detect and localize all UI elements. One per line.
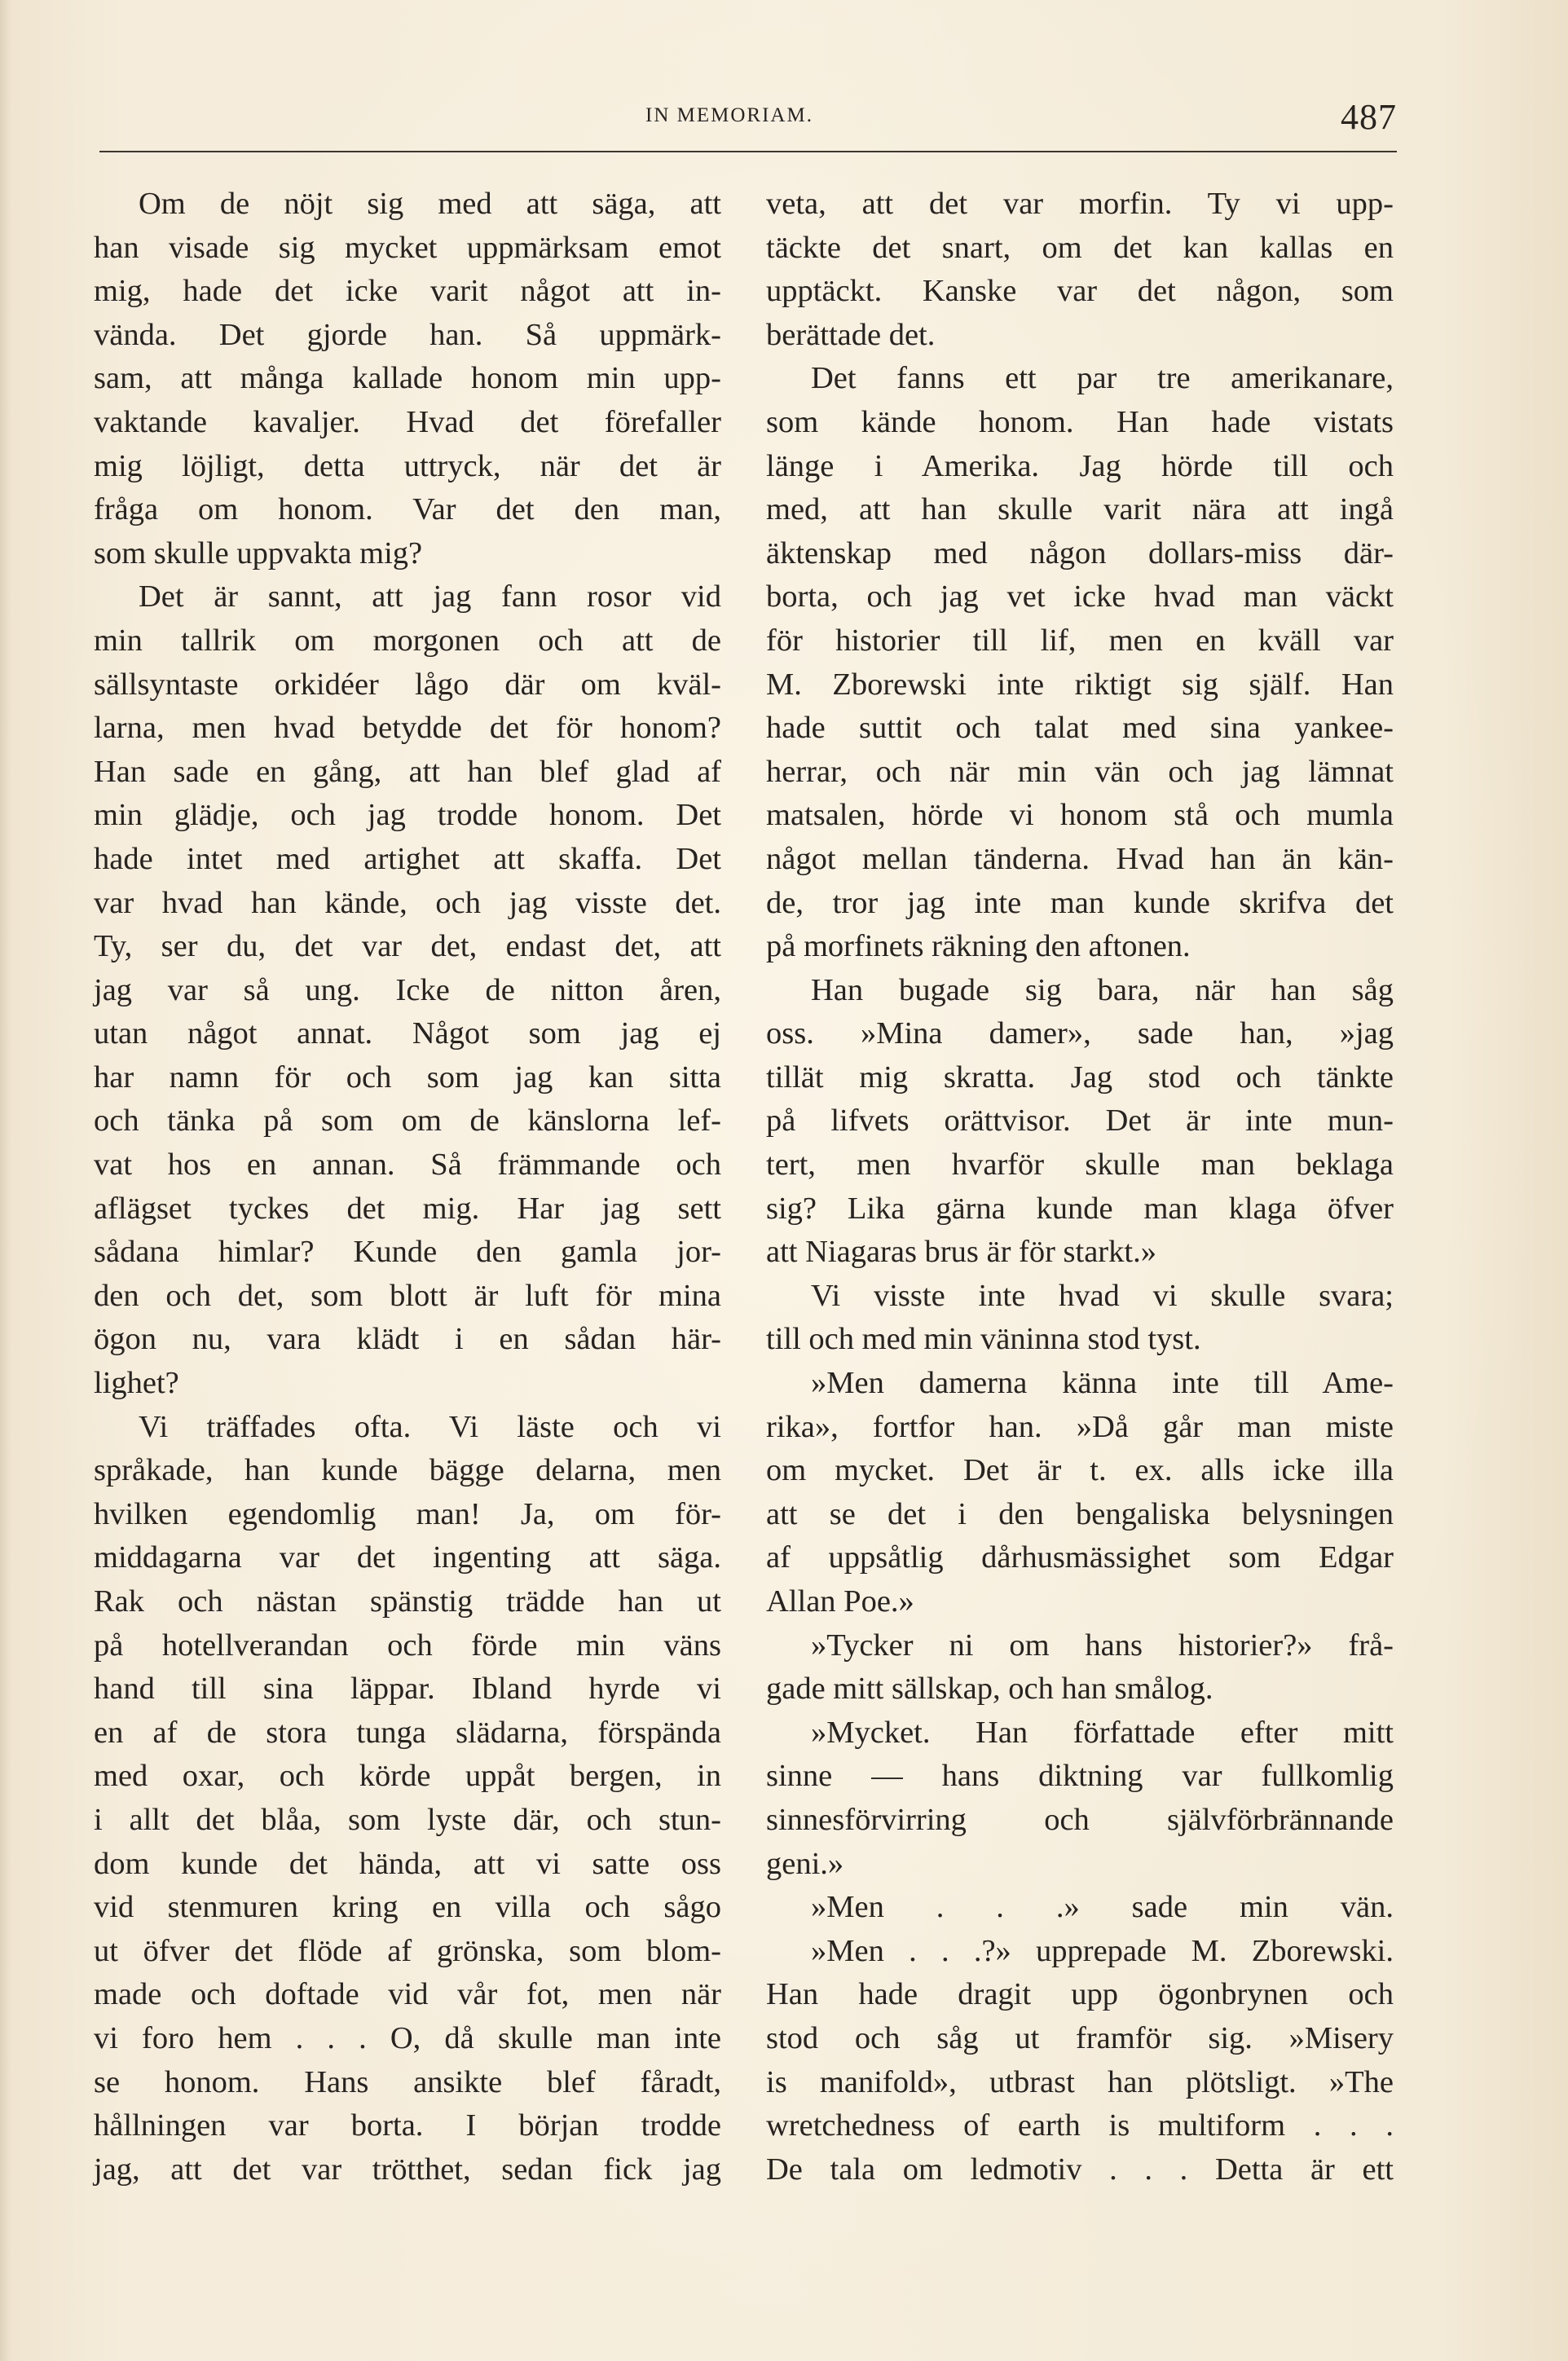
- text-line: hade intet med artighet att skaffa. Det: [94, 841, 721, 876]
- text-line: stod och såg ut framför sig. »Misery: [766, 2020, 1394, 2055]
- text-line: hade suttit och talat med sina yankee-: [766, 711, 1394, 746]
- text-line: att Niagaras brus är för starkt.»: [766, 1235, 1156, 1270]
- text-line: sig? Lika gärna kunde man klaga öfver: [766, 1191, 1394, 1226]
- text-line: tert, men hvarför skulle man beklaga: [766, 1147, 1394, 1183]
- text-line: hvilken egendomlig man! Ja, om för-: [94, 1496, 721, 1531]
- text-line: vid stenmuren kring en villa och sågo: [94, 1890, 721, 1925]
- text-line: jag, att det var trötthet, sedan fick jag: [94, 2152, 721, 2187]
- text-line: Han bugade sig bara, när han såg: [811, 972, 1394, 1007]
- text-line: mig, hade det icke varit något att in-: [94, 274, 721, 309]
- text-line: borta, och jag vet icke hvad man väckt: [766, 579, 1394, 614]
- text-line: äktenskap med någon dollars-miss där-: [766, 535, 1394, 570]
- text-line: middagarna var det ingenting att säga.: [94, 1540, 721, 1575]
- text-line: Han hade dragit upp ögonbrynen och: [766, 1977, 1394, 2012]
- text-line: den och det, som blott är luft för mina: [94, 1278, 721, 1313]
- text-line: gade mitt sällskap, och han smålog.: [766, 1672, 1213, 1707]
- text-line: larna, men hvad betydde det för honom?: [94, 711, 721, 746]
- text-line: »Men . . .?» upprepade M. Zborewski.: [811, 1933, 1394, 1968]
- text-line: Det är sannt, att jag fann rosor vid: [139, 579, 721, 614]
- text-line: Han sade en gång, att han blef glad af: [94, 754, 721, 789]
- text-line: på hotellverandan och förde min väns: [94, 1628, 721, 1663]
- text-line: ögon nu, vara klädt i en sådan här-: [94, 1322, 721, 1357]
- text-line: på morfinets räkning den aftonen.: [766, 929, 1191, 964]
- text-line: en af de stora tunga slädarna, förspända: [94, 1715, 721, 1750]
- text-line: rika», fortfor han. »Då går man miste: [766, 1409, 1394, 1444]
- text-line: har namn för och som jag kan sitta: [94, 1059, 721, 1095]
- text-line: tillät mig skratta. Jag stod och tänkte: [766, 1059, 1394, 1095]
- text-line: länge i Amerika. Jag hörde till och: [766, 448, 1394, 483]
- text-line: jag var så ung. Icke de nitton åren,: [94, 972, 721, 1007]
- text-line: lighet?: [94, 1366, 179, 1401]
- text-line: »Men . . .» sade min vän.: [811, 1890, 1394, 1925]
- header-rule: [99, 151, 1397, 152]
- text-line: veta, att det var morfin. Ty vi upp-: [766, 187, 1394, 221]
- text-line: i allt det blåa, som lyste där, och stun-: [94, 1802, 721, 1837]
- text-line: Vi visste inte hvad vi skulle svara;: [811, 1278, 1394, 1313]
- text-line: Ty, ser du, det var det, endast det, att: [94, 929, 721, 964]
- text-line: och tänka på som om de känslorna lef-: [94, 1103, 721, 1139]
- text-line: vat hos en annan. Så främmande och: [94, 1147, 721, 1183]
- text-line: is manifold», utbrast han plötsligt. »The: [766, 2064, 1394, 2099]
- text-line: aflägset tyckes det mig. Har jag sett: [94, 1191, 721, 1226]
- text-line: på lifvets orättvisor. Det är inte mun-: [766, 1103, 1394, 1139]
- text-line: mig löjligt, detta uttryck, när det är: [94, 448, 721, 483]
- text-line: till och med min väninna stod tyst.: [766, 1322, 1201, 1357]
- text-line: med, att han skulle varit nära att ingå: [766, 492, 1394, 527]
- text-line: Det fanns ett par tre amerikanare,: [811, 361, 1394, 396]
- text-line: se honom. Hans ansikte blef fåradt,: [94, 2064, 721, 2099]
- text-line: utan något annat. Något som jag ej: [94, 1016, 721, 1051]
- text-line: vända. Det gjorde han. Så uppmärk-: [94, 317, 721, 352]
- text-line: vaktande kavaljer. Hvad det förefaller: [94, 404, 721, 439]
- text-line: hållningen var borta. I början trodde: [94, 2108, 721, 2143]
- text-line: wretchedness of earth is multiform . . .: [766, 2108, 1394, 2143]
- left-column: [94, 183, 721, 2191]
- text-line: matsalen, hörde vi honom stå och mumla: [766, 798, 1394, 833]
- text-line: sällsyntaste orkidéer lågo där om kväl-: [94, 667, 721, 702]
- text-line: De tala om ledmotiv . . . Detta är ett: [766, 2152, 1394, 2187]
- text-line: »Men damerna känna inte till Ame-: [811, 1366, 1394, 1401]
- text-line: min glädje, och jag trodde honom. Det: [94, 798, 721, 833]
- page-header: [99, 96, 1397, 145]
- text-line: något mellan tänderna. Hvad han än kän-: [766, 841, 1394, 876]
- text-line: sinne — hans diktning var fullkomlig: [766, 1759, 1394, 1794]
- text-line: med oxar, och körde uppåt bergen, in: [94, 1759, 721, 1794]
- text-line: var hvad han kände, och jag visste det.: [94, 885, 721, 920]
- running-head: IN MEMORIAM.: [645, 104, 813, 126]
- text-line: ut öfver det flöde af grönska, som blom-: [94, 1933, 721, 1968]
- text-line: made och doftade vid vår fot, men när: [94, 1977, 721, 2012]
- text-line: vi foro hem . . . O, då skulle man inte: [94, 2020, 721, 2055]
- text-line: täckte det snart, om det kan kallas en: [766, 230, 1394, 265]
- text-line: oss. »Mina damer», sade han, »jag: [766, 1016, 1394, 1051]
- text-line: »Mycket. Han författade efter mitt: [811, 1715, 1394, 1750]
- text-line: att se det i den bengaliska belysningen: [766, 1496, 1394, 1531]
- text-line: för historier till lif, men en kväll var: [766, 623, 1394, 658]
- text-line: fråga om honom. Var det den man,: [94, 492, 721, 527]
- text-line: geni.»: [766, 1846, 844, 1881]
- text-line: som skulle uppvakta mig?: [94, 535, 423, 570]
- text-line: M. Zborewski inte riktigt sig själf. Han: [766, 667, 1394, 702]
- text-line: om mycket. Det är t. ex. alls icke illa: [766, 1453, 1394, 1488]
- text-line: upptäckt. Kanske var det någon, som: [766, 274, 1394, 309]
- text-line: min tallrik om morgonen och att de: [94, 623, 721, 658]
- text-line: dom kunde det hända, att vi satte oss: [94, 1846, 721, 1881]
- text-line: Rak och nästan spänstig trädde han ut: [94, 1584, 721, 1619]
- text-line: som kände honom. Han hade vistats: [766, 404, 1394, 439]
- page-number: 487: [1341, 97, 1397, 137]
- text-line: herrar, och när min vän och jag lämnat: [766, 754, 1394, 789]
- text-line: Om de nöjt sig med att säga, att: [139, 187, 721, 221]
- text-line: sinnesförvirring och självförbrännande: [766, 1802, 1394, 1837]
- text-line: språkade, han kunde bägge delarna, men: [94, 1453, 721, 1488]
- page-edge-shadow: [0, 0, 11, 2361]
- text-line: »Tycker ni om hans historier?» frå-: [811, 1628, 1394, 1663]
- text-line: han visade sig mycket uppmärksam emot: [94, 230, 721, 265]
- text-line: af uppsåtlig dårhusmässighet som Edgar: [766, 1540, 1394, 1575]
- right-column: [766, 183, 1394, 2191]
- text-line: sådana himlar? Kunde den gamla jor-: [94, 1235, 721, 1270]
- text-line: de, tror jag inte man kunde skrifva det: [766, 885, 1394, 920]
- text-line: Allan Poe.»: [766, 1584, 914, 1619]
- text-line: hand till sina läppar. Ibland hyrde vi: [94, 1672, 721, 1707]
- text-line: sam, att många kallade honom min upp-: [94, 361, 721, 396]
- text-line: Vi träffades ofta. Vi läste och vi: [139, 1409, 721, 1444]
- text-line: berättade det.: [766, 317, 936, 352]
